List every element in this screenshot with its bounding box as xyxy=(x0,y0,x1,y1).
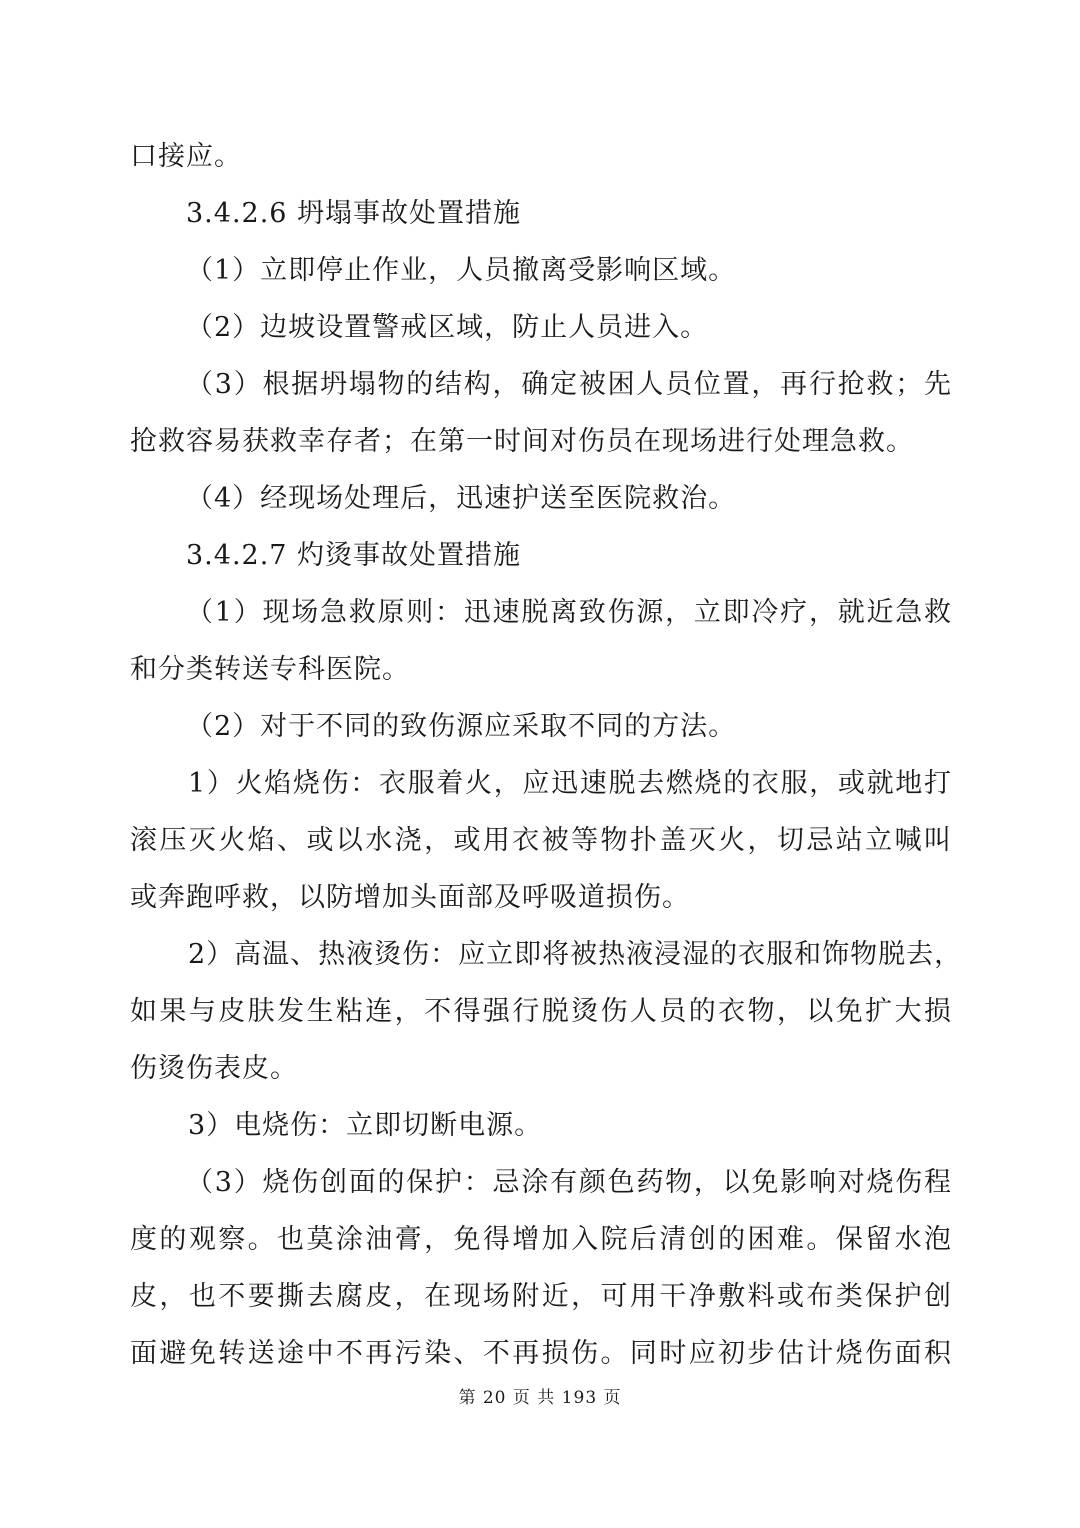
text-line: 皮，也不要撕去腐皮，在现场附近，可用干净敷料或布类保护创 xyxy=(130,1281,952,1312)
section-heading-3-4-2-7: 3.4.2.7 灼烫事故处置措施 xyxy=(186,540,522,571)
text-line: （3）烧伤创面的保护：忌涂有颜色药物，以免影响对烧伤程 xyxy=(186,1167,952,1198)
text-line: （2）对于不同的致伤源应采取不同的方法。 xyxy=(186,711,737,742)
text-line: （1）立即停止作业，人员撤离受影响区域。 xyxy=(186,255,737,286)
text-line: 抢救容易获救幸存者；在第一时间对伤员在现场进行处理急救。 xyxy=(130,426,914,457)
text-line: 伤烫伤表皮。 xyxy=(130,1053,298,1084)
text-line: 2）高温、热液烫伤：应立即将被热液浸湿的衣服和饰物脱去， xyxy=(188,939,963,970)
text-line: 3）电烧伤：立即切断电源。 xyxy=(188,1110,543,1141)
section-heading-3-4-2-6: 3.4.2.6 坍塌事故处置措施 xyxy=(186,198,522,229)
text-line: 滚压灭火焰、或以水浇，或用衣被等物扑盖灭火，切忌站立喊叫 xyxy=(130,825,952,856)
text-line: 口接应。 xyxy=(130,141,242,172)
text-line: 如果与皮肤发生粘连，不得强行脱烫伤人员的衣物，以免扩大损 xyxy=(130,996,952,1027)
text-line: （4）经现场处理后，迅速护送至医院救治。 xyxy=(186,483,737,514)
text-line: 度的观察。也莫涂油膏，免得增加入院后清创的困难。保留水泡 xyxy=(130,1224,952,1255)
document-body xyxy=(130,128,963,1382)
text-line: （2）边坡设置警戒区域，防止人员进入。 xyxy=(186,312,709,343)
text-line: 1）火焰烧伤：衣服着火，应迅速脱去燃烧的衣服，或就地打 xyxy=(188,768,952,799)
text-line: （1）现场急救原则：迅速脱离致伤源，立即冷疗，就近急救 xyxy=(186,597,952,628)
text-line: 或奔跑呼救，以防增加头面部及呼吸道损伤。 xyxy=(130,882,690,913)
page-number-footer: 第 20 页 共 193 页 xyxy=(458,1388,622,1408)
text-line: 和分类转送专科医院。 xyxy=(130,654,410,685)
text-line: 面避免转送途中不再污染、不再损伤。同时应初步估计烧伤面积 xyxy=(130,1338,952,1369)
text-line: （3）根据坍塌物的结构，确定被困人员位置，再行抢救；先 xyxy=(186,369,952,400)
